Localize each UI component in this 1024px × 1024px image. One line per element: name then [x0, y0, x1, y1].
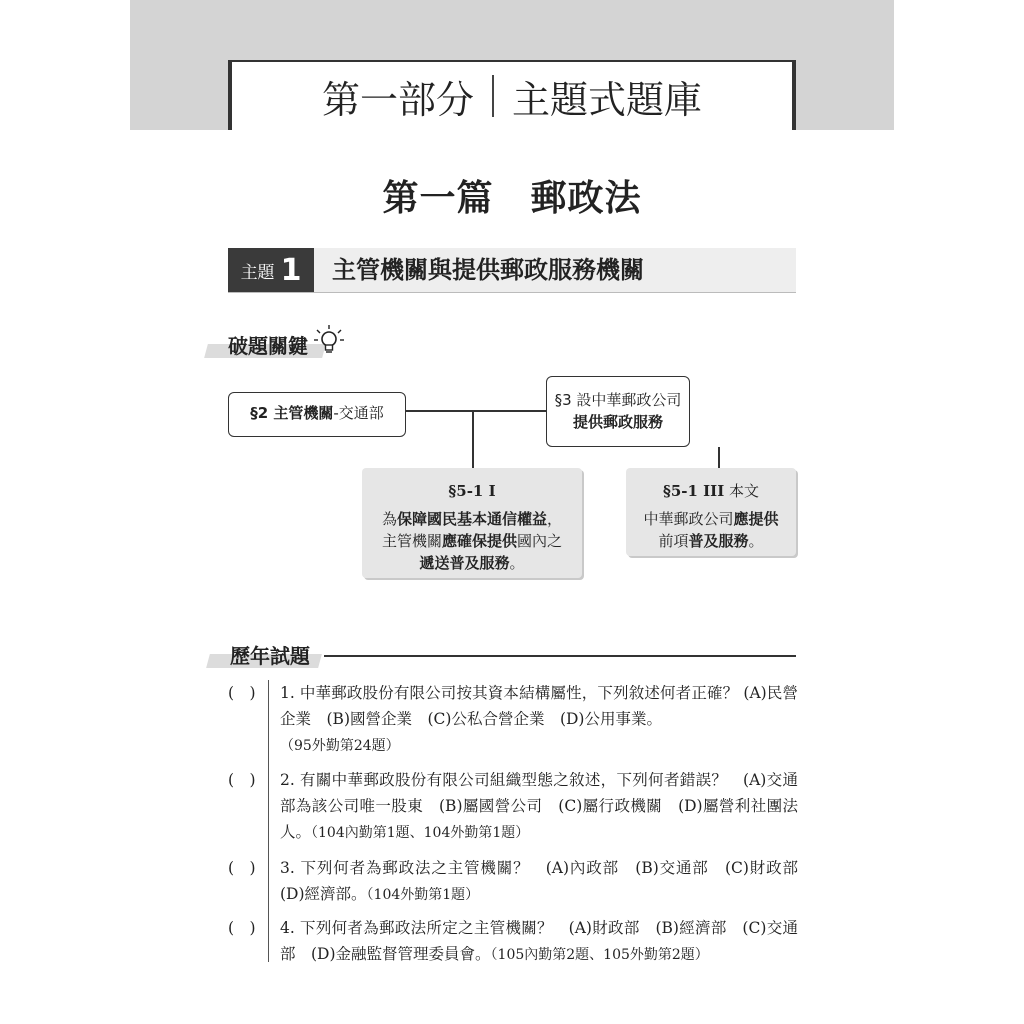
connector-right-down — [718, 447, 720, 468]
box3-bold: 保障國民基本通信權益 — [396, 510, 547, 528]
part-label: 第一部分 — [321, 77, 474, 122]
part-divider — [492, 75, 494, 117]
box-chunghwa-post — [546, 376, 690, 447]
box1-rest: -交通部 — [333, 404, 384, 422]
box4-bold: 普及服務 — [688, 532, 749, 550]
box3-title: §5-1 I — [448, 482, 496, 500]
answer-blank[interactable]: ( ) — [228, 859, 256, 877]
box-5-1-i — [362, 468, 582, 578]
box4-title-suffix: 本文 — [724, 482, 759, 500]
box4-text: 。 — [748, 532, 764, 550]
box1-bold: 主管機關 — [273, 404, 334, 422]
box-5-1-iii — [626, 468, 796, 556]
part-heading — [228, 60, 796, 130]
box3-bold: 遞送普及服務 — [419, 554, 510, 572]
connector-horizontal — [406, 410, 546, 412]
box4-title: §5-1 III — [663, 482, 725, 500]
question-source: （104內勤第1題、104外勤第1題） — [311, 825, 530, 841]
box4-text: 前項 — [658, 532, 689, 550]
topic-number: 1 — [280, 252, 302, 288]
question-source: （104外勤第1題） — [366, 887, 480, 903]
part-title: 主題式題庫 — [512, 77, 703, 122]
connector-left-down — [472, 410, 474, 468]
section-rule — [324, 655, 796, 657]
key-points-tag — [214, 330, 308, 359]
box3-text: 國內之 — [517, 532, 563, 550]
box3-text: 為 — [381, 510, 397, 528]
box3-text: 。 — [509, 554, 525, 572]
past-exams-label: 歷年試題 — [230, 644, 310, 668]
box3-bold: 應確保提供 — [441, 532, 517, 550]
box2-line2: 提供郵政服務 — [572, 413, 663, 431]
box-competent-authority — [228, 392, 406, 437]
answer-blank[interactable]: ( ) — [228, 684, 256, 702]
topic-bar — [228, 248, 796, 293]
box4-text: 中華郵政公司 — [643, 510, 734, 528]
answer-blank[interactable]: ( ) — [228, 771, 256, 789]
key-points-label: 破題關鍵 — [228, 334, 308, 358]
lightbulb-icon — [312, 324, 346, 358]
question-text: 1. 中華郵政股份有限公司按其資本結構屬性，下列敘述何者正確？ (A)民營企業 (B)國營企業 (C)公私合營企業 (D)公用事業。 — [280, 684, 798, 728]
question-text: 2. 有關中華郵政股份有限公司組織型態之敘述，下列何者錯誤？ (A)交通部為該公司唯一股東 (B)屬國營公司 (C)屬行政機關 (D)屬營利社團法人。 — [280, 771, 798, 841]
question-divider — [268, 680, 269, 962]
topic-tag — [228, 248, 314, 292]
box1-prefix: §2 — [250, 404, 274, 422]
question-source: （95外勤第24題） — [280, 738, 400, 754]
question-text: 3. 下列何者為郵政法之主管機關？ (A)內政部 (B)交通部 (C)財政部 (D)經濟部。 — [280, 859, 814, 903]
topic-label: 主題 — [240, 262, 275, 283]
box4-bold: 應提供 — [733, 510, 779, 528]
question-text: 4. 下列何者為郵政法所定之主管機關？ (A)財政部 (B)經濟部 (C)交通部 (D)金融監督管理委員會。 — [280, 919, 798, 963]
question-source: （105內勤第2題、105外勤第2題） — [490, 947, 709, 963]
box2-line1: §3 設中華郵政公司 — [554, 391, 682, 409]
answer-blank[interactable]: ( ) — [228, 919, 256, 937]
box3-text: 主管機關 — [381, 532, 442, 550]
chapter-title: 第一篇 郵政法 — [382, 178, 642, 219]
past-exams-tag — [214, 640, 310, 669]
box3-text: ， — [547, 510, 563, 528]
topic-title: 主管機關與提供郵政服務機關 — [332, 256, 644, 284]
